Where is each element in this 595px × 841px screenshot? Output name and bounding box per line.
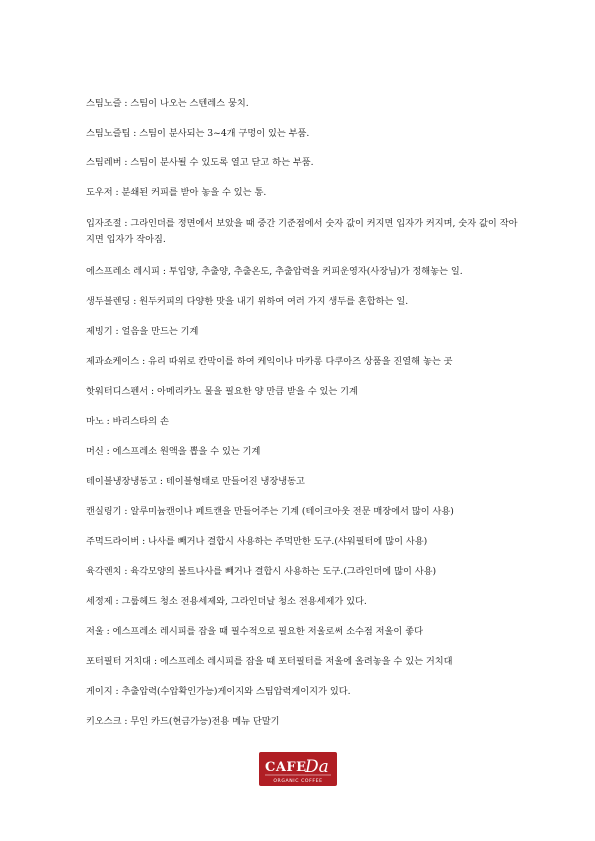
entry-steam-nozzle: 스팀노즐 : 스팀이 나오는 스텐레스 뭉치. (86, 98, 249, 109)
cafe-da-logo (259, 752, 337, 786)
entry-cleaner: 세정제 : 그룹헤드 청소 전용세제와, 그라인더날 청소 전용세제가 있다. (86, 596, 367, 607)
entry-can-sealer: 캔실링기 : 알루미늄캔이나 페트캔을 만들어주는 기계 (테이크아웃 전문 매장에서 많이 사용) (86, 506, 454, 517)
entry-doser: 도우저 : 분쇄된 커피를 받아 놓을 수 있는 통. (86, 187, 267, 198)
entry-kiosk: 키오스크 : 무인 카드(현금가능)전용 메뉴 단말기 (86, 716, 280, 727)
svg-text:CAFE: CAFE (265, 760, 307, 775)
entry-table-fridge: 테이블냉장냉동고 : 테이블형태로 만들어진 냉장냉동고 (86, 476, 305, 487)
entry-stubby-screwdriver: 주먹드라이버 : 나사를 빼거나 결합시 사용하는 주먹만한 도구.(샤워필터에 많이 사용) (86, 536, 428, 547)
entry-gauge: 게이지 : 추출압력(수압확인가능)게이지와 스팀압력게이지가 있다. (86, 686, 351, 697)
entry-portafilter-stand: 포터필터 거치대 : 에스프레소 레시피를 잡을 때 포터필터를 저울에 올려놓을 수 있는 거치대 (86, 656, 453, 667)
entry-steam-lever: 스팀레버 : 스팀이 분사될 수 있도록 열고 닫고 하는 부품. (86, 157, 314, 168)
entry-steam-nozzle-tip: 스팀노즐팁 : 스팀이 분사되는 3~4개 구멍이 있는 부품. (86, 128, 310, 139)
svg-text:ORGANIC COFFEE: ORGANIC COFFEE (273, 779, 323, 784)
entry-hex-wrench: 육각렌치 : 육각모양의 볼트나사를 빼거나 결합시 사용하는 도구.(그라인더에 많이 사용) (86, 566, 437, 577)
entry-espresso-recipe: 에스프레소 레시피 : 투입양, 추출양, 추출온도, 추출압력을 커피운영자(사장님)가 정해놓는 일. (86, 266, 463, 277)
entry-hot-water-dispenser: 핫워터디스펜서 : 아메리카노 물을 필요한 양 만큼 받을 수 있는 기계 (86, 386, 358, 397)
entry-grind-adjust: 입자조절 : 그라인더를 정면에서 보았을 때 중간 기준점에서 숫자 값이 커지면 입자가 커지며, 숫자 값이 작아지면 입자가 작아짐. (86, 218, 518, 245)
entry-machine: 머신 : 에스프레소 원액을 뽑을 수 있는 기계 (86, 446, 261, 457)
entry-mano: 마노 : 바리스타의 손 (86, 416, 169, 427)
cafe-da-logo-mark (259, 752, 337, 786)
entry-pastry-showcase: 제과쇼케이스 : 유리 따위로 칸막이를 하여 케익이나 마카롱 다쿠아즈 상품을 진열해 놓는 곳 (86, 356, 453, 367)
entry-ice-maker: 제빙기 : 얼음을 만드는 기계 (86, 326, 199, 337)
entry-green-bean-blend: 생두블렌딩 : 원두커피의 다양한 맛을 내기 위하여 여러 가지 생두를 혼합하는 일. (86, 296, 409, 307)
entry-scale: 저울 : 에스프레소 레시피를 잡을 때 필수적으로 필요한 저울로써 소수점 저울이 좋다 (86, 626, 423, 637)
svg-text:Da: Da (305, 757, 329, 777)
